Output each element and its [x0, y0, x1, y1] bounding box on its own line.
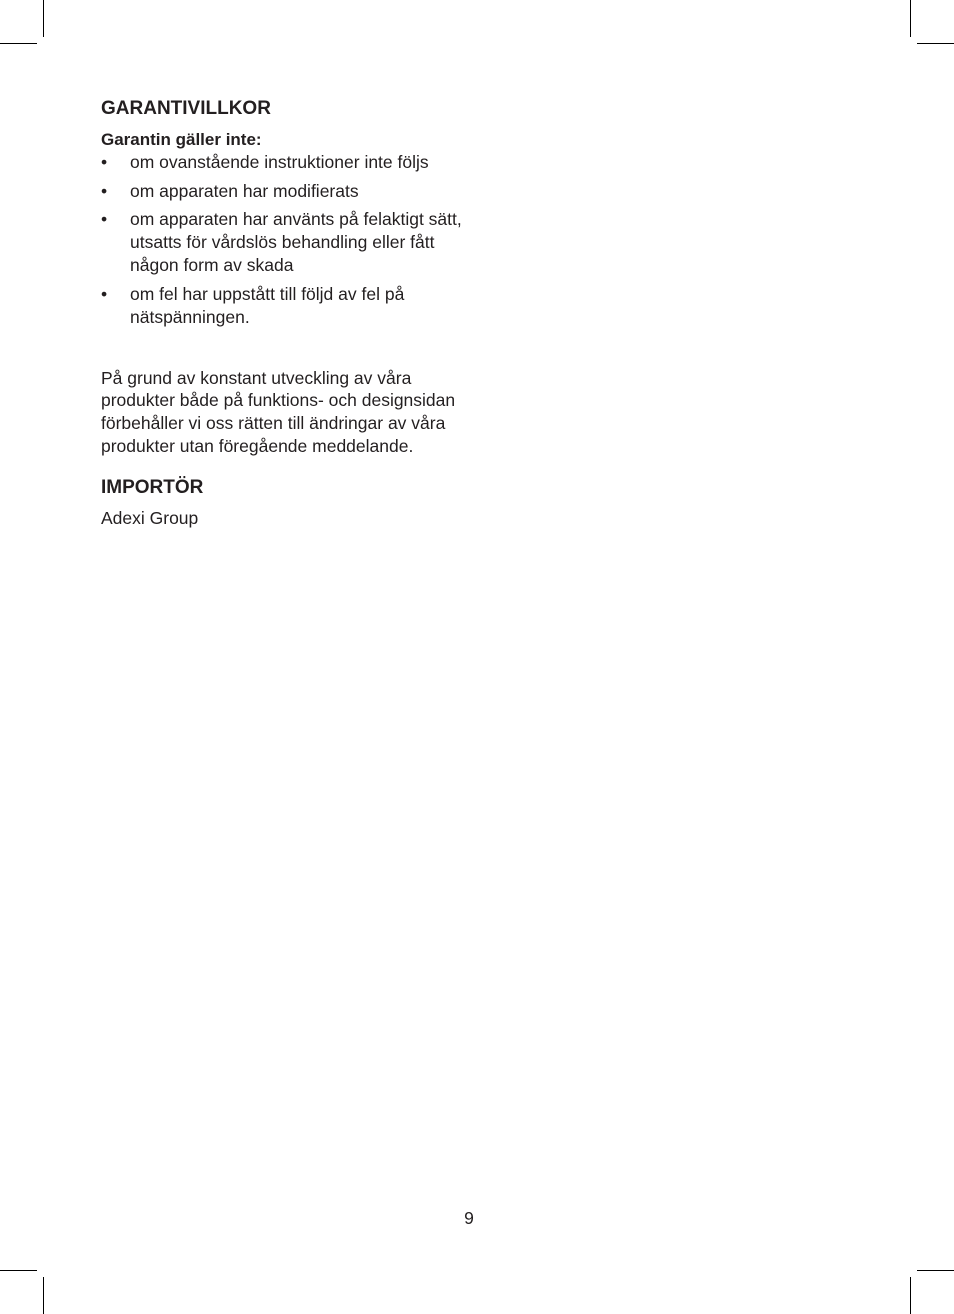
crop-mark-bottom-right-horizontal [917, 1270, 954, 1271]
bullet-icon: • [101, 209, 108, 229]
crop-mark-bottom-left-vertical [43, 1277, 44, 1314]
crop-mark-top-right-horizontal [917, 43, 954, 44]
crop-mark-bottom-left-horizontal [0, 1270, 37, 1271]
crop-mark-top-right-vertical [910, 0, 911, 37]
warranty-exclusion-list [101, 151, 471, 329]
crop-mark-top-left-horizontal [0, 43, 37, 44]
crop-mark-top-left-vertical [43, 0, 44, 37]
list-item-text: om ovanstående instruktioner inte följs [130, 152, 429, 172]
product-development-notice: På grund av konstant utveckling av våra produkter både på funktions- och designsidan förbehåller vi oss rätten till ändringar av våra produkter utan föregående meddelande. [101, 367, 456, 456]
importer-name: Adexi Group [101, 508, 199, 529]
bullet-icon: • [101, 152, 108, 172]
list-item-text: om apparaten har använts på felaktigt sätt, utsatts för vårdslös behandling eller fått någon form av skada [130, 209, 462, 275]
list-item-text: om fel har uppstått till följd av fel på nätspänningen. [130, 283, 405, 327]
warranty-heading: GARANTIVILLKOR [101, 98, 271, 119]
list-item-text: om apparaten har modifierats [130, 180, 359, 201]
bullet-icon: • [101, 283, 108, 304]
crop-mark-bottom-right-vertical [910, 1277, 911, 1314]
importer-heading: IMPORTÖR [101, 477, 204, 499]
bullet-icon: • [101, 180, 108, 201]
page-number: 9 [464, 1208, 474, 1228]
list-item [101, 283, 471, 329]
list-item [101, 180, 471, 203]
warranty-subheading: Garantin gäller inte: [101, 130, 262, 149]
page-content [101, 96, 471, 530]
list-item [101, 208, 471, 277]
list-item [101, 151, 471, 174]
